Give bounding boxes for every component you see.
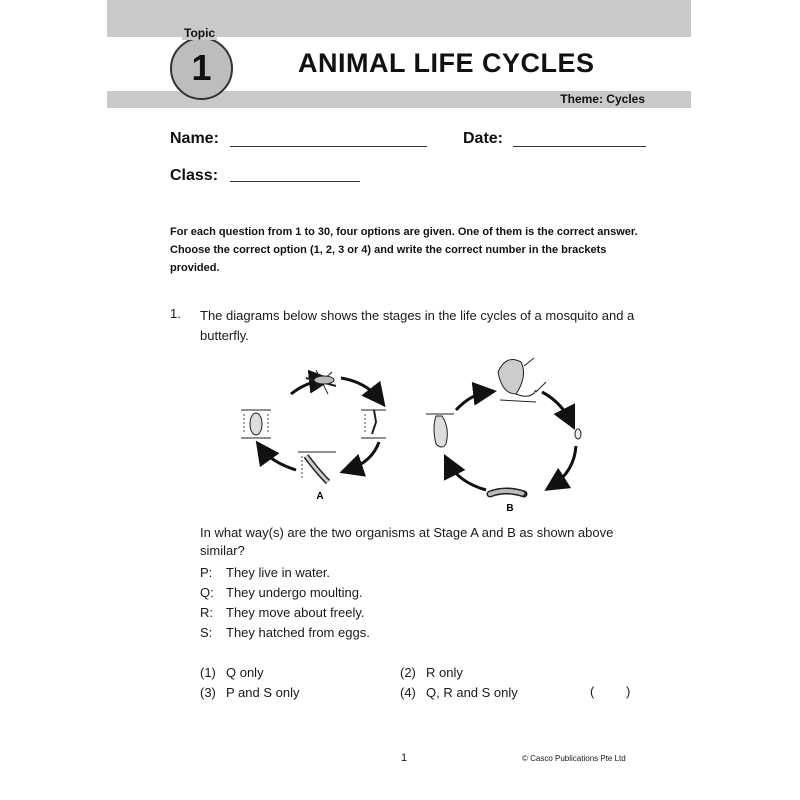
butterfly-egg-drawing [575, 429, 581, 439]
option-4 [400, 685, 518, 700]
page-number: 1 [401, 752, 408, 764]
theme-label: Theme: Cycles [560, 92, 645, 106]
statement-s [200, 625, 370, 640]
option-key: (3) [200, 685, 216, 700]
option-key: (4) [400, 685, 416, 700]
page-title: ANIMAL LIFE CYCLES [298, 48, 595, 78]
statement-text: They hatched from eggs. [226, 625, 370, 640]
statement-r [200, 605, 365, 620]
statement-text: They move about freely. [226, 605, 365, 620]
option-text: Q, R and S only [426, 685, 518, 700]
statement-q [200, 585, 363, 600]
mosquito-cycle [241, 370, 386, 502]
statement-p [200, 565, 330, 580]
statement-key: P: [200, 565, 213, 580]
copyright: © Casco Publications Pte Ltd [522, 754, 626, 763]
option-2 [400, 665, 463, 680]
statement-key: S: [200, 625, 213, 640]
option-text: P and S only [226, 685, 300, 700]
option-key: (2) [400, 665, 416, 680]
class-label: Class: [170, 167, 219, 184]
statement-text: They undergo moulting. [226, 585, 363, 600]
option-3 [200, 685, 299, 700]
date-line [513, 146, 646, 147]
name-line [230, 146, 427, 147]
butterfly-pupa-drawing [426, 414, 454, 447]
butterfly-larva-drawing [490, 491, 524, 494]
topic-number: 1 [191, 47, 212, 88]
mosquito-larva-drawing [361, 410, 386, 438]
date-label: Date: [463, 130, 504, 147]
topic-badge [170, 37, 233, 100]
option-text: R only [426, 665, 463, 680]
answer-brackets: ( ) [590, 684, 631, 699]
question-prompt: In what way(s) are the two organisms at Stage A and B as shown above similar? [200, 525, 614, 558]
statement-key: Q: [200, 585, 214, 600]
statement-key: R: [200, 605, 213, 620]
option-key: (1) [200, 665, 216, 680]
option-1 [200, 665, 264, 680]
butterfly-adult-drawing [498, 358, 546, 402]
diagram-label-b: B [506, 503, 514, 514]
butterfly-cycle [426, 358, 581, 514]
topic-label: Topic [184, 26, 216, 40]
name-label: Name: [170, 130, 219, 147]
question-number: 1. [170, 306, 181, 321]
mosquito-egg-drawing [241, 410, 271, 438]
question-text: The diagrams below shows the stages in the life cycles of a mosquito and a butterfly. [200, 308, 635, 343]
instructions: For each question from 1 to 30, four options are given. One of them is the correct answer. Choose the correct option (1, 2, 3 or 4) and write the correct number in the brackets provided. [170, 226, 638, 274]
class-line [230, 181, 360, 182]
option-text: Q only [226, 665, 264, 680]
mosquito-pupa-drawing [298, 452, 336, 482]
life-cycle-diagram [236, 352, 596, 517]
diagram-label-a: A [316, 491, 324, 502]
statement-text: They live in water. [226, 565, 331, 580]
